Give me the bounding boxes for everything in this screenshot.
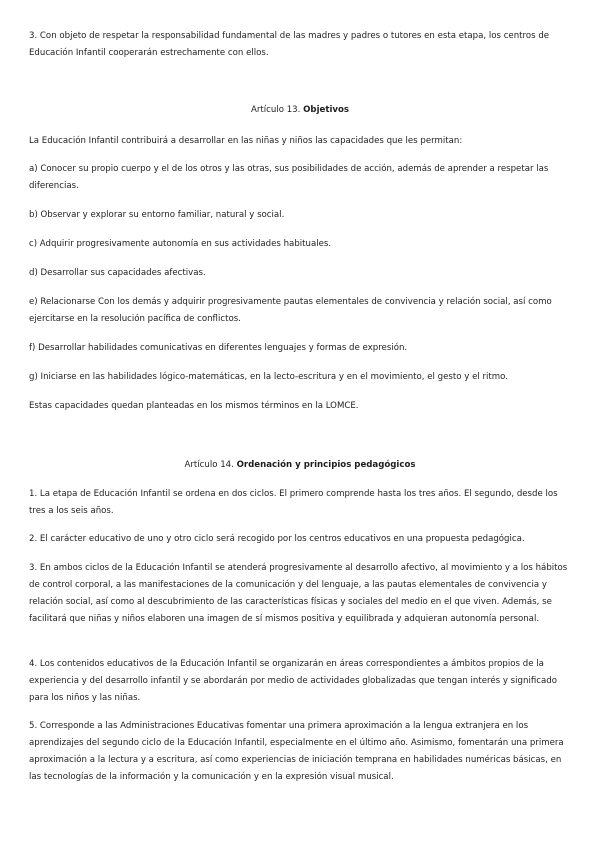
- article-13-item-b: b) Observar y explorar su entorno familiar, natural y social.: [29, 210, 285, 220]
- intro-paragraph: 3. Con objeto de respetar la responsabilidad fundamental de las madres y padres o tutores en esta etapa, los centros de Educación Infantil cooperarán estrechamente con ellos.: [29, 31, 550, 58]
- article-13-item-c: c) Adquirir progresivamente autonomía en sus actividades habituales.: [29, 239, 332, 249]
- article-13-label: Artículo 13.: [250, 105, 301, 115]
- article-14-paragraph-5: 5. Corresponde a las Administraciones Educativas fomentar una primera aproximación a la lengua extranjera en los aprendizajes del segundo ciclo de la Educación Infantil, especialmente en el último año. Asimismo, fomentarán una primera aproximación a la lectura y a escritura, así como experiencias de iniciación temprana en habilidades numéricas básicas, en las tecnologías de la información y la comunicación y en la expresión visual musical.: [29, 721, 564, 782]
- article-14-label: Artículo 14.: [184, 460, 234, 470]
- article-13-closing: Estas capacidades quedan planteadas en los mismos términos en la LOMCE.: [29, 401, 359, 411]
- article-14-paragraph-4: 4. Los contenidos educativos de la Educación Infantil se organizarán en áreas correspondientes a ámbitos propios de la experiencia y del desarrollo infantil y se abordarán por medio de actividades globalizadas que tengan interés y significado para los niños y las niñas.: [29, 659, 557, 703]
- article-13-item-f: f) Desarrollar habilidades comunicativas en diferentes lenguajes y formas de expresión.: [29, 343, 408, 353]
- article-14-paragraph-3: 3. En ambos ciclos de la Educación Infantil se atenderá progresivamente al desarrollo afectivo, al movimiento y a los hábitos de control corporal, a las manifestaciones de la comunicación y del lenguaje, a las pautas elementales de convivencia y relación social, así como al descubrimiento de las características físicas y sociales del medio en el que viven. Además, se facilitará que niñas y niños elaboren una imagen de sí mismos positiva y equilibrada y adquieran autonomía personal.: [29, 563, 568, 624]
- article-13-intro: La Educación Infantil contribuirá a desarrollar en las niñas y niños las capacidades que les permitan:: [29, 136, 463, 146]
- article-13-title: Objetivos: [303, 105, 350, 115]
- article-14-heading: [0, 457, 600, 474]
- article-13-item-d: d) Desarrollar sus capacidades afectivas.: [29, 268, 206, 278]
- article-13-heading: [0, 102, 600, 119]
- article-13-item-a: a) Conocer su propio cuerpo y el de los otros y las otras, sus posibilidades de acción, además de aprender a respetar las diferencias.: [29, 164, 549, 191]
- article-14-paragraph-2: 2. El carácter educativo de uno y otro ciclo será recogido por los centros educativos en una propuesta pedagógica.: [29, 534, 525, 544]
- article-14-paragraph-1: 1. La etapa de Educación Infantil se ordena en dos ciclos. El primero comprende hasta los tres años. El segundo, desde los tres a los seis años.: [29, 489, 558, 516]
- article-13-item-g: g) Iniciarse en las habilidades lógico-matemáticas, en la lecto-escritura y en el movimiento, el gesto y el ritmo.: [29, 372, 508, 382]
- article-14-title: Ordenación y principios pedagógicos: [236, 460, 416, 470]
- article-13-item-e: e) Relacionarse Con los demás y adquirir progresivamente pautas elementales de convivencia y relación social, así como ejercitarse en la resolución pacífica de conflictos.: [29, 297, 552, 324]
